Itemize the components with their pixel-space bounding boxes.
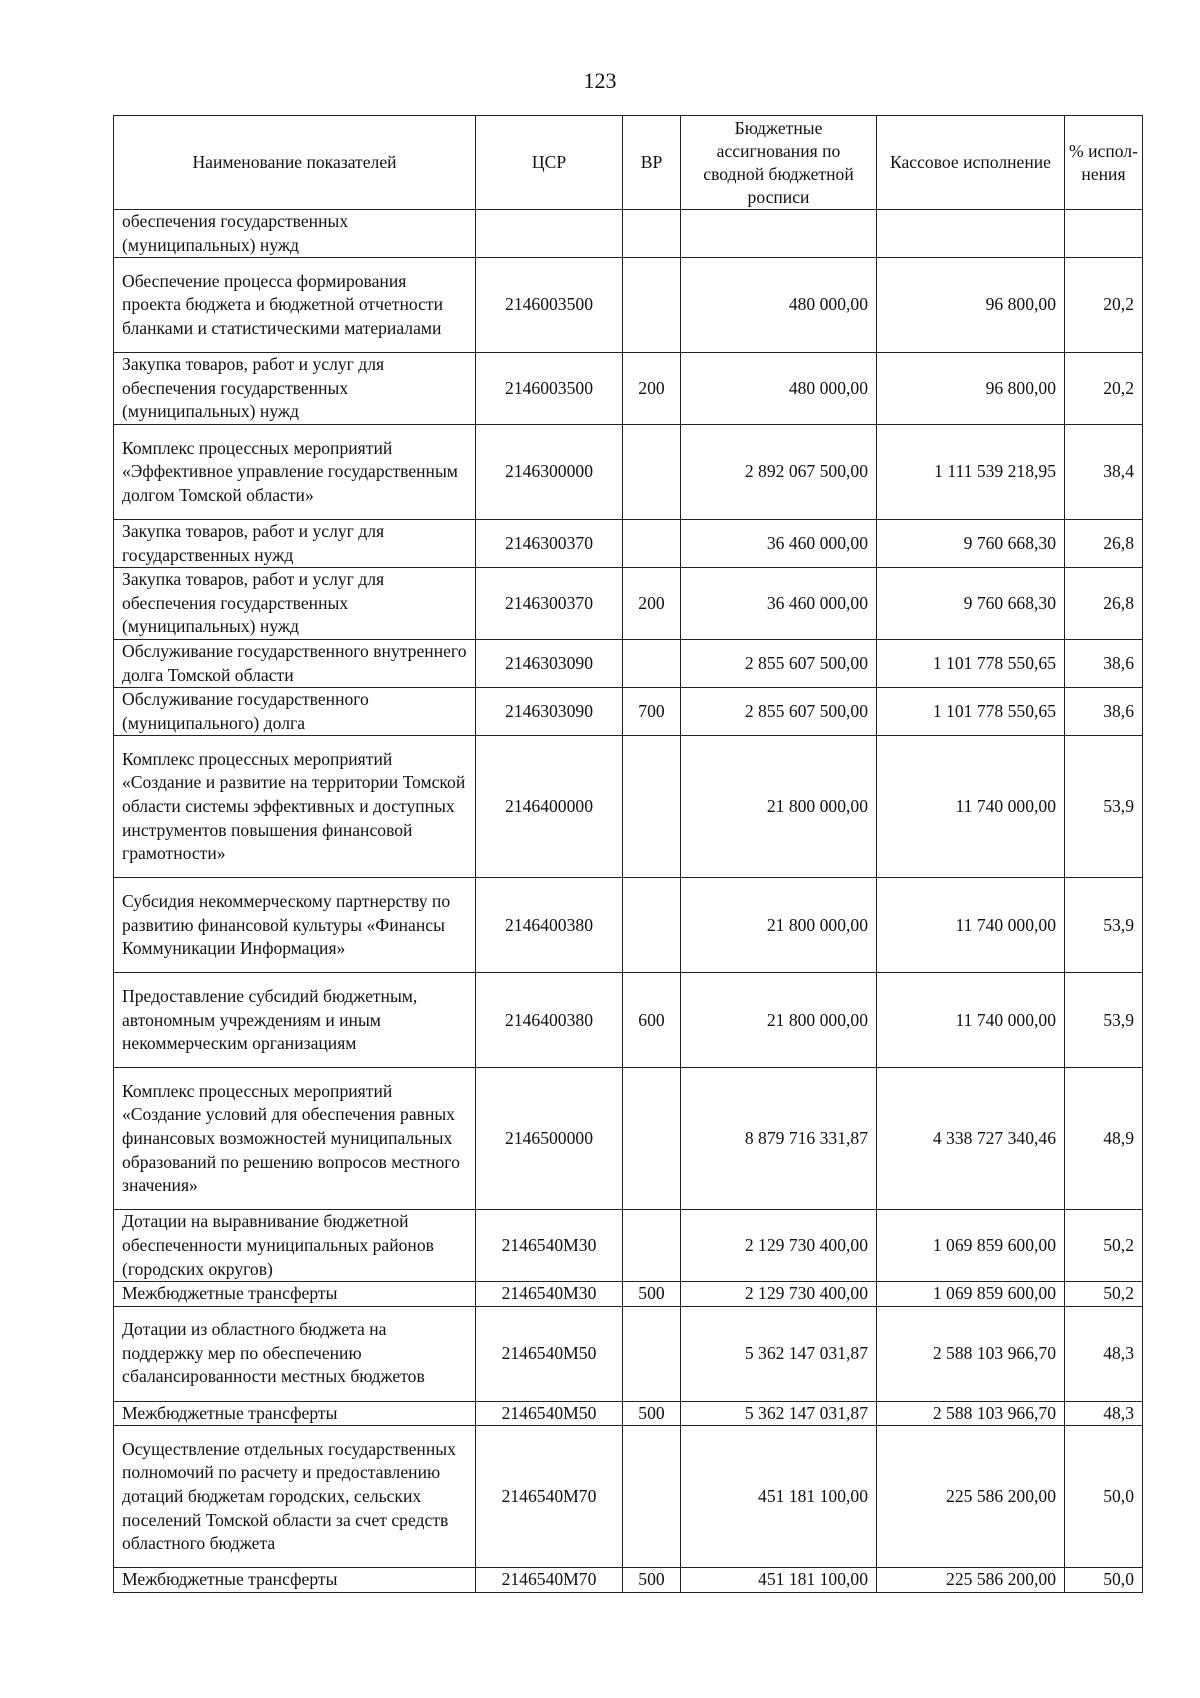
cell-percent: 38,4 — [1065, 424, 1143, 519]
cell-vr: 600 — [623, 973, 681, 1068]
header-budget: Бюджетные ассигнования по сводной бюджетной росписи — [681, 116, 877, 210]
cell-name: Межбюджетные трансферты — [114, 1282, 476, 1307]
cell-vr — [623, 258, 681, 353]
cell-cash: 1 069 859 600,00 — [877, 1210, 1065, 1282]
table-row — [114, 736, 1143, 878]
cell-percent: 50,0 — [1065, 1568, 1143, 1593]
cell-cash: 1 111 539 218,95 — [877, 424, 1065, 519]
cell-cash: 1 101 778 550,65 — [877, 639, 1065, 687]
cell-name: Обслуживание государственного внутреннего долга Томской области — [114, 639, 476, 687]
header-vr: ВР — [623, 116, 681, 210]
cell-vr — [623, 519, 681, 567]
cell-vr — [623, 424, 681, 519]
table-row — [114, 1426, 1143, 1568]
cell-cash: 96 800,00 — [877, 258, 1065, 353]
cell-vr — [623, 1306, 681, 1401]
cell-budget: 2 855 607 500,00 — [681, 639, 877, 687]
cell-csr: 2146300370 — [476, 519, 623, 567]
cell-budget: 5 362 147 031,87 — [681, 1401, 877, 1426]
cell-cash: 11 740 000,00 — [877, 973, 1065, 1068]
cell-budget: 8 879 716 331,87 — [681, 1068, 877, 1210]
header-row — [114, 116, 1143, 210]
cell-name: Предоставление субсидий бюджетным, автономным учреждениям и иным некоммерческим организациям — [114, 973, 476, 1068]
table-row — [114, 1068, 1143, 1210]
cell-name: Дотации на выравнивание бюджетной обеспеченности муниципальных районов (городских округов) — [114, 1210, 476, 1282]
cell-percent: 20,2 — [1065, 353, 1143, 425]
cell-vr — [623, 639, 681, 687]
table-row — [114, 1401, 1143, 1426]
cell-percent: 26,8 — [1065, 568, 1143, 640]
cell-budget: 480 000,00 — [681, 258, 877, 353]
cell-name: Осуществление отдельных государственных полномочий по расчету и предоставлению дотаций бюджетам городских, сельских поселений Томской области за счет средств областного бюджета — [114, 1426, 476, 1568]
table-row — [114, 424, 1143, 519]
cell-cash — [877, 210, 1065, 258]
cell-csr: 2146500000 — [476, 1068, 623, 1210]
cell-budget: 451 181 100,00 — [681, 1426, 877, 1568]
page-number: 123 — [583, 68, 617, 93]
table-row — [114, 568, 1143, 640]
cell-percent: 53,9 — [1065, 878, 1143, 973]
cell-cash: 9 760 668,30 — [877, 568, 1065, 640]
cell-name: Межбюджетные трансферты — [114, 1568, 476, 1593]
cell-vr: 200 — [623, 568, 681, 640]
cell-cash: 1 069 859 600,00 — [877, 1282, 1065, 1307]
cell-name: Закупка товаров, работ и услуг для обеспечения государственных (муниципальных) нужд — [114, 568, 476, 640]
cell-csr: 2146300000 — [476, 424, 623, 519]
cell-csr: 2146300370 — [476, 568, 623, 640]
cell-budget: 2 129 730 400,00 — [681, 1282, 877, 1307]
cell-budget: 5 362 147 031,87 — [681, 1306, 877, 1401]
cell-cash: 96 800,00 — [877, 353, 1065, 425]
cell-cash: 1 101 778 550,65 — [877, 688, 1065, 736]
cell-csr: 2146303090 — [476, 688, 623, 736]
cell-budget: 2 129 730 400,00 — [681, 1210, 877, 1282]
cell-budget: 21 800 000,00 — [681, 878, 877, 973]
cell-budget: 36 460 000,00 — [681, 568, 877, 640]
cell-percent: 48,9 — [1065, 1068, 1143, 1210]
table-row — [114, 258, 1143, 353]
cell-csr — [476, 210, 623, 258]
cell-csr: 2146540М30 — [476, 1210, 623, 1282]
cell-cash: 225 586 200,00 — [877, 1426, 1065, 1568]
cell-percent: 38,6 — [1065, 639, 1143, 687]
cell-budget: 2 892 067 500,00 — [681, 424, 877, 519]
cell-csr: 2146400000 — [476, 736, 623, 878]
table-row — [114, 1568, 1143, 1593]
table-row — [114, 688, 1143, 736]
cell-cash: 11 740 000,00 — [877, 878, 1065, 973]
cell-budget — [681, 210, 877, 258]
table-row — [114, 1282, 1143, 1307]
cell-cash: 11 740 000,00 — [877, 736, 1065, 878]
cell-cash: 2 588 103 966,70 — [877, 1306, 1065, 1401]
table-header — [114, 116, 1143, 210]
cell-csr: 2146003500 — [476, 353, 623, 425]
cell-percent: 38,6 — [1065, 688, 1143, 736]
cell-budget: 21 800 000,00 — [681, 736, 877, 878]
budget-execution-table — [113, 115, 1143, 1593]
cell-vr — [623, 1068, 681, 1210]
cell-percent: 50,2 — [1065, 1210, 1143, 1282]
cell-vr — [623, 1426, 681, 1568]
table-row — [114, 639, 1143, 687]
cell-vr: 200 — [623, 353, 681, 425]
cell-csr: 2146303090 — [476, 639, 623, 687]
cell-cash: 9 760 668,30 — [877, 519, 1065, 567]
cell-name: Субсидия некоммерческому партнерству по развитию финансовой культуры «Финансы Коммуникации Информация» — [114, 878, 476, 973]
cell-name: обеспечения государственных (муниципальных) нужд — [114, 210, 476, 258]
cell-name: Комплекс процессных мероприятий «Создание условий для обеспечения равных финансовых возможностей муниципальных образований по решению вопросов местного значения» — [114, 1068, 476, 1210]
cell-percent: 20,2 — [1065, 258, 1143, 353]
cell-name: Закупка товаров, работ и услуг для государственных нужд — [114, 519, 476, 567]
cell-csr: 2146400380 — [476, 973, 623, 1068]
cell-budget: 21 800 000,00 — [681, 973, 877, 1068]
cell-percent: 53,9 — [1065, 973, 1143, 1068]
cell-percent: 53,9 — [1065, 736, 1143, 878]
cell-percent: 48,3 — [1065, 1306, 1143, 1401]
cell-name: Межбюджетные трансферты — [114, 1401, 476, 1426]
cell-cash: 4 338 727 340,46 — [877, 1068, 1065, 1210]
cell-vr — [623, 878, 681, 973]
cell-cash: 225 586 200,00 — [877, 1568, 1065, 1593]
table-row — [114, 878, 1143, 973]
cell-csr: 2146540М70 — [476, 1568, 623, 1593]
cell-csr: 2146540М70 — [476, 1426, 623, 1568]
cell-name: Обслуживание государственного (муниципального) долга — [114, 688, 476, 736]
cell-percent: 50,0 — [1065, 1426, 1143, 1568]
header-percent: % испол-нения — [1065, 116, 1143, 210]
cell-csr: 2146540М50 — [476, 1306, 623, 1401]
cell-name: Закупка товаров, работ и услуг для обеспечения государственных (муниципальных) нужд — [114, 353, 476, 425]
header-csr: ЦСР — [476, 116, 623, 210]
cell-csr: 2146400380 — [476, 878, 623, 973]
table-row — [114, 973, 1143, 1068]
table-row — [114, 1306, 1143, 1401]
cell-budget: 480 000,00 — [681, 353, 877, 425]
table-row — [114, 353, 1143, 425]
cell-vr: 500 — [623, 1568, 681, 1593]
cell-name: Обеспечение процесса формирования проекта бюджета и бюджетной отчетности бланками и статистическими материалами — [114, 258, 476, 353]
cell-csr: 2146003500 — [476, 258, 623, 353]
cell-vr — [623, 1210, 681, 1282]
cell-vr — [623, 210, 681, 258]
cell-name: Комплекс процессных мероприятий «Создание и развитие на территории Томской области системы эффективных и доступных инструментов повышения финансовой грамотности» — [114, 736, 476, 878]
cell-name: Комплекс процессных мероприятий «Эффективное управление государственным долгом Томской области» — [114, 424, 476, 519]
cell-percent — [1065, 210, 1143, 258]
cell-vr: 700 — [623, 688, 681, 736]
header-name: Наименование показателей — [114, 116, 476, 210]
table-row — [114, 1210, 1143, 1282]
table-row — [114, 210, 1143, 258]
cell-percent: 48,3 — [1065, 1401, 1143, 1426]
cell-percent: 50,2 — [1065, 1282, 1143, 1307]
cell-budget: 2 855 607 500,00 — [681, 688, 877, 736]
cell-vr: 500 — [623, 1282, 681, 1307]
table-row — [114, 519, 1143, 567]
cell-cash: 2 588 103 966,70 — [877, 1401, 1065, 1426]
cell-name: Дотации из областного бюджета на поддержку мер по обеспечению сбалансированности местных бюджетов — [114, 1306, 476, 1401]
cell-vr: 500 — [623, 1401, 681, 1426]
cell-csr: 2146540М50 — [476, 1401, 623, 1426]
cell-budget: 36 460 000,00 — [681, 519, 877, 567]
cell-vr — [623, 736, 681, 878]
cell-csr: 2146540М30 — [476, 1282, 623, 1307]
header-cash: Кассовое исполнение — [877, 116, 1065, 210]
cell-percent: 26,8 — [1065, 519, 1143, 567]
table-body — [114, 210, 1143, 1593]
cell-budget: 451 181 100,00 — [681, 1568, 877, 1593]
